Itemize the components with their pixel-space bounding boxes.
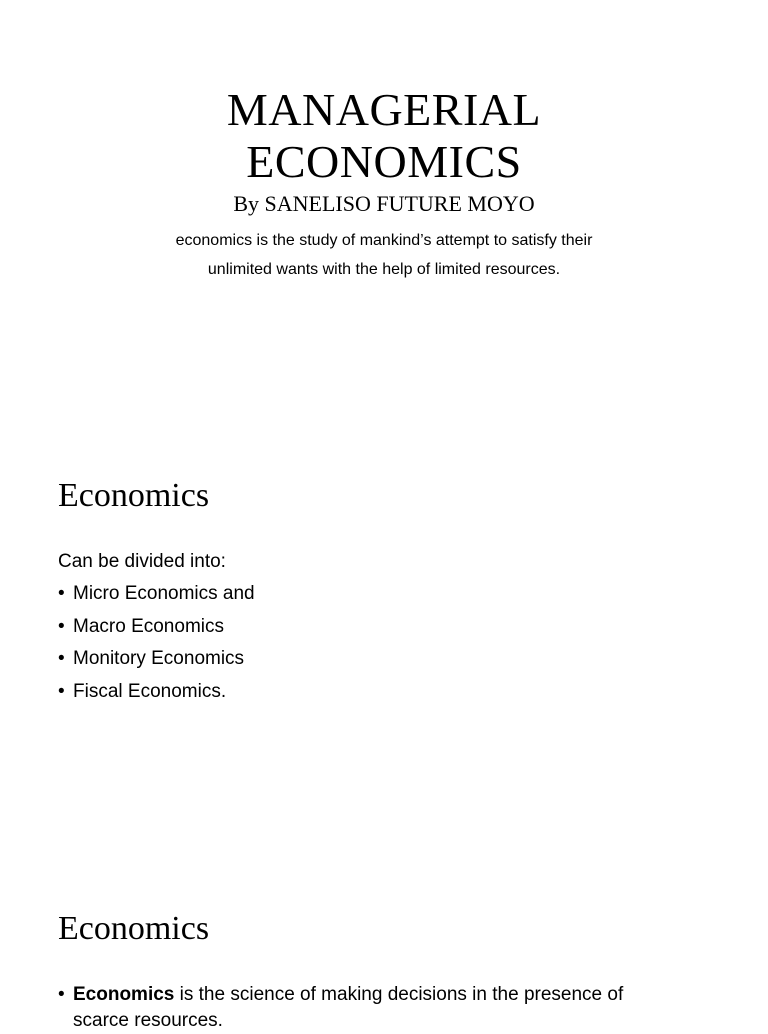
author-byline: By SANELISO FUTURE MOYO [233,191,535,216]
economics-divisions-list [58,581,255,711]
section-heading-economics: Economics [58,477,210,514]
list-item [58,581,255,614]
bullet-icon: • [58,583,65,604]
bullet-icon: • [58,648,65,669]
list-item-text: Macro Economics [73,615,224,637]
document-title: MANAGERIAL ECONOMICS [226,84,542,187]
list-item [58,614,255,647]
list-item [58,679,255,712]
bullet-icon: • [58,615,65,637]
bullet-icon: • [58,680,65,702]
term-bold: Economics [73,984,175,1005]
title-slide [0,84,768,284]
list-item [58,982,678,1034]
list-item-text: Fiscal Economics. [73,680,227,702]
list-item [58,646,255,679]
list-item-text: Micro Economics and [73,583,255,604]
bullet-icon: • [58,984,65,1005]
lead-text: Can be divided into: [58,551,226,572]
list-item-text: Monitory Economics [73,648,245,669]
definition-text: is the science of making decisions in the presence of scarce resources. [73,984,624,1031]
economics-definition-list [58,982,678,1034]
intro-text: economics is the study of mankind’s attempt to satisfy their unlimited wants with the help of limited resources. [175,232,593,278]
section-heading-economics-definition: Economics [58,910,210,947]
